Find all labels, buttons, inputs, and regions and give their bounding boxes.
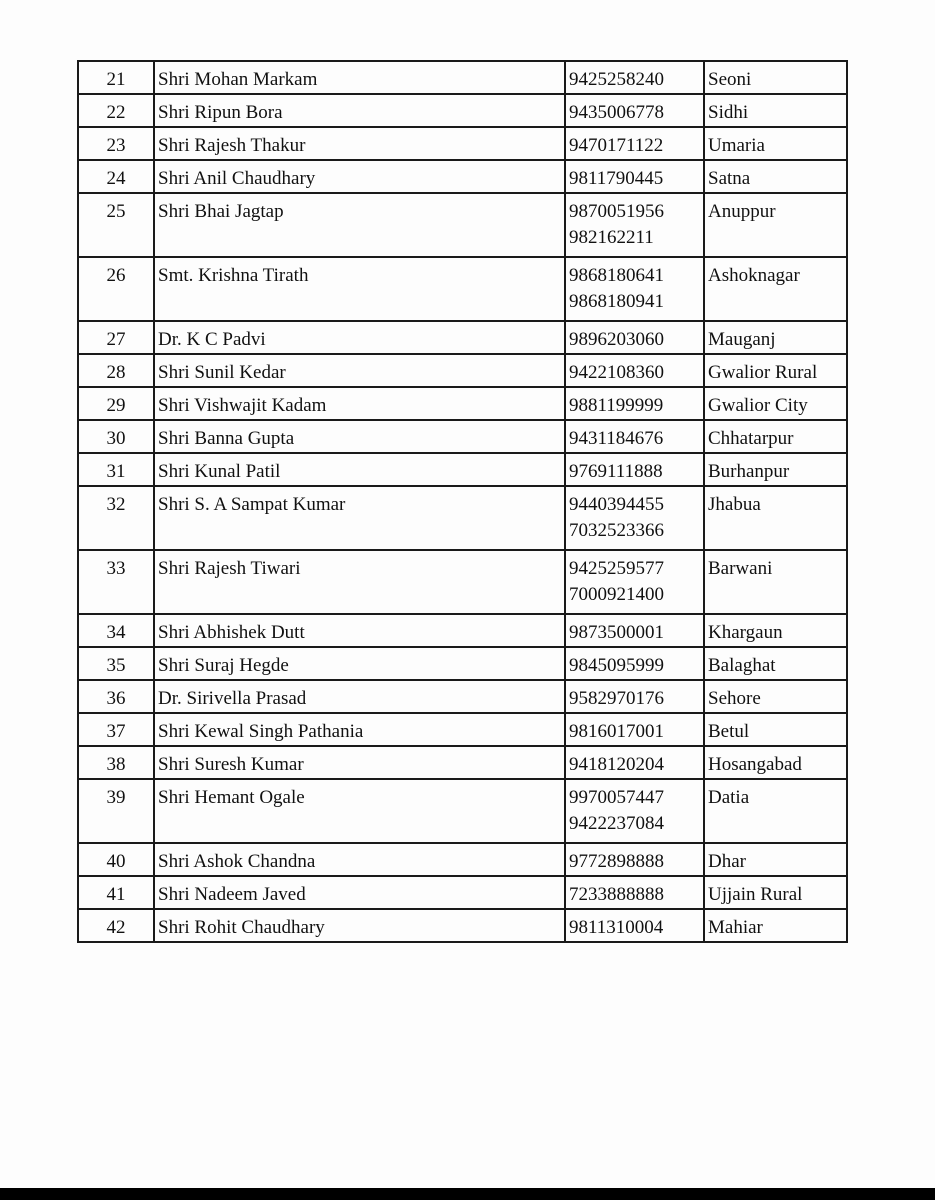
constituency-cell: Betul [704,713,847,746]
serial-number-cell: 31 [78,453,154,486]
name-cell: Shri Ripun Bora [154,94,565,127]
name-cell: Smt. Krishna Tirath [154,257,565,321]
phone-number: 9431184676 [569,428,664,449]
serial-number-cell: 22 [78,94,154,127]
name-cell: Shri Bhai Jagtap [154,193,565,257]
constituency-cell: Hosangabad [704,746,847,779]
name-cell: Shri Rajesh Thakur [154,127,565,160]
constituency-cell: Mauganj [704,321,847,354]
constituency-cell: Anuppur [704,193,847,257]
phone-cell [565,746,704,779]
name-cell: Shri Rohit Chaudhary [154,909,565,942]
table-row [78,453,847,486]
phone-number: 982162211 [569,227,654,248]
table-row [78,321,847,354]
table-row [78,387,847,420]
phone-cell [565,61,704,94]
table-row [78,779,847,843]
serial-number-cell: 37 [78,713,154,746]
serial-number-cell: 29 [78,387,154,420]
name-cell: Shri Suresh Kumar [154,746,565,779]
name-cell: Shri Anil Chaudhary [154,160,565,193]
constituency-cell: Seoni [704,61,847,94]
serial-number-cell: 24 [78,160,154,193]
phone-number: 9896203060 [569,329,664,350]
constituency-cell: Balaghat [704,647,847,680]
phone-cell [565,713,704,746]
constituency-cell: Sehore [704,680,847,713]
table-row [78,550,847,614]
phone-number: 9425259577 [569,558,664,579]
serial-number-cell: 41 [78,876,154,909]
phone-cell [565,420,704,453]
table-row [78,680,847,713]
table-row [78,61,847,94]
table-row [78,160,847,193]
phone-number: 9845095999 [569,655,664,676]
constituency-cell: Umaria [704,127,847,160]
phone-number: 9811790445 [569,168,664,189]
phone-number: 9769111888 [569,461,663,482]
phone-number: 7233888888 [569,884,664,905]
phone-number: 9422108360 [569,362,664,383]
serial-number-cell: 34 [78,614,154,647]
serial-number-cell: 26 [78,257,154,321]
phone-cell [565,614,704,647]
phone-cell [565,647,704,680]
constituency-cell: Ashoknagar [704,257,847,321]
table-row [78,647,847,680]
serial-number-cell: 33 [78,550,154,614]
serial-number-cell: 39 [78,779,154,843]
phone-number: 7000921400 [569,584,664,605]
serial-number-cell: 36 [78,680,154,713]
phone-cell [565,550,704,614]
phone-cell [565,486,704,550]
phone-number: 7032523366 [569,520,664,541]
table-row [78,193,847,257]
constituency-cell: Ujjain Rural [704,876,847,909]
phone-cell [565,354,704,387]
constituency-cell: Gwalior Rural [704,354,847,387]
table-row [78,843,847,876]
constituency-cell: Jhabua [704,486,847,550]
name-cell: Shri Nadeem Javed [154,876,565,909]
contact-table [77,60,848,943]
serial-number-cell: 32 [78,486,154,550]
phone-cell [565,193,704,257]
name-cell: Shri Mohan Markam [154,61,565,94]
table-row [78,876,847,909]
name-cell: Shri Suraj Hegde [154,647,565,680]
phone-number: 9868180941 [569,291,664,312]
phone-number: 9970057447 [569,787,664,808]
constituency-cell: Chhatarpur [704,420,847,453]
table-row [78,420,847,453]
serial-number-cell: 28 [78,354,154,387]
phone-number: 9873500001 [569,622,664,643]
phone-number: 9811310004 [569,917,664,938]
phone-cell [565,127,704,160]
name-cell: Shri Rajesh Tiwari [154,550,565,614]
phone-number: 9816017001 [569,721,664,742]
phone-cell [565,321,704,354]
constituency-cell: Sidhi [704,94,847,127]
phone-number: 9418120204 [569,754,664,775]
constituency-cell: Dhar [704,843,847,876]
phone-number: 9868180641 [569,265,664,286]
phone-cell [565,257,704,321]
name-cell: Shri Vishwajit Kadam [154,387,565,420]
phone-cell [565,909,704,942]
phone-number: 9870051956 [569,201,664,222]
phone-cell [565,160,704,193]
name-cell: Dr. Sirivella Prasad [154,680,565,713]
name-cell: Shri Kunal Patil [154,453,565,486]
name-cell: Shri Abhishek Dutt [154,614,565,647]
serial-number-cell: 25 [78,193,154,257]
name-cell: Shri Hemant Ogale [154,779,565,843]
phone-cell [565,453,704,486]
table-row [78,354,847,387]
constituency-cell: Burhanpur [704,453,847,486]
constituency-cell: Khargaun [704,614,847,647]
phone-number: 9772898888 [569,851,664,872]
phone-cell [565,843,704,876]
phone-cell [565,387,704,420]
constituency-cell: Mahiar [704,909,847,942]
table-row [78,909,847,942]
phone-cell [565,680,704,713]
constituency-cell: Barwani [704,550,847,614]
phone-number: 9440394455 [569,494,664,515]
table-row [78,257,847,321]
serial-number-cell: 42 [78,909,154,942]
table-row [78,127,847,160]
table-row [78,94,847,127]
table-row [78,713,847,746]
table-row [78,486,847,550]
name-cell: Shri S. A Sampat Kumar [154,486,565,550]
bottom-edge-bar [0,1188,935,1200]
serial-number-cell: 38 [78,746,154,779]
serial-number-cell: 21 [78,61,154,94]
serial-number-cell: 27 [78,321,154,354]
phone-cell [565,779,704,843]
serial-number-cell: 35 [78,647,154,680]
phone-number: 9425258240 [569,69,664,90]
name-cell: Dr. K C Padvi [154,321,565,354]
phone-number: 9881199999 [569,395,664,416]
name-cell: Shri Banna Gupta [154,420,565,453]
phone-cell [565,876,704,909]
serial-number-cell: 23 [78,127,154,160]
phone-number: 9435006778 [569,102,664,123]
constituency-cell: Datia [704,779,847,843]
serial-number-cell: 30 [78,420,154,453]
contact-table-body [78,61,847,942]
constituency-cell: Satna [704,160,847,193]
phone-number: 9470171122 [569,135,664,156]
constituency-cell: Gwalior City [704,387,847,420]
name-cell: Shri Ashok Chandna [154,843,565,876]
name-cell: Shri Sunil Kedar [154,354,565,387]
phone-number: 9422237084 [569,813,664,834]
table-row [78,746,847,779]
phone-number: 9582970176 [569,688,664,709]
serial-number-cell: 40 [78,843,154,876]
table-row [78,614,847,647]
name-cell: Shri Kewal Singh Pathania [154,713,565,746]
phone-cell [565,94,704,127]
